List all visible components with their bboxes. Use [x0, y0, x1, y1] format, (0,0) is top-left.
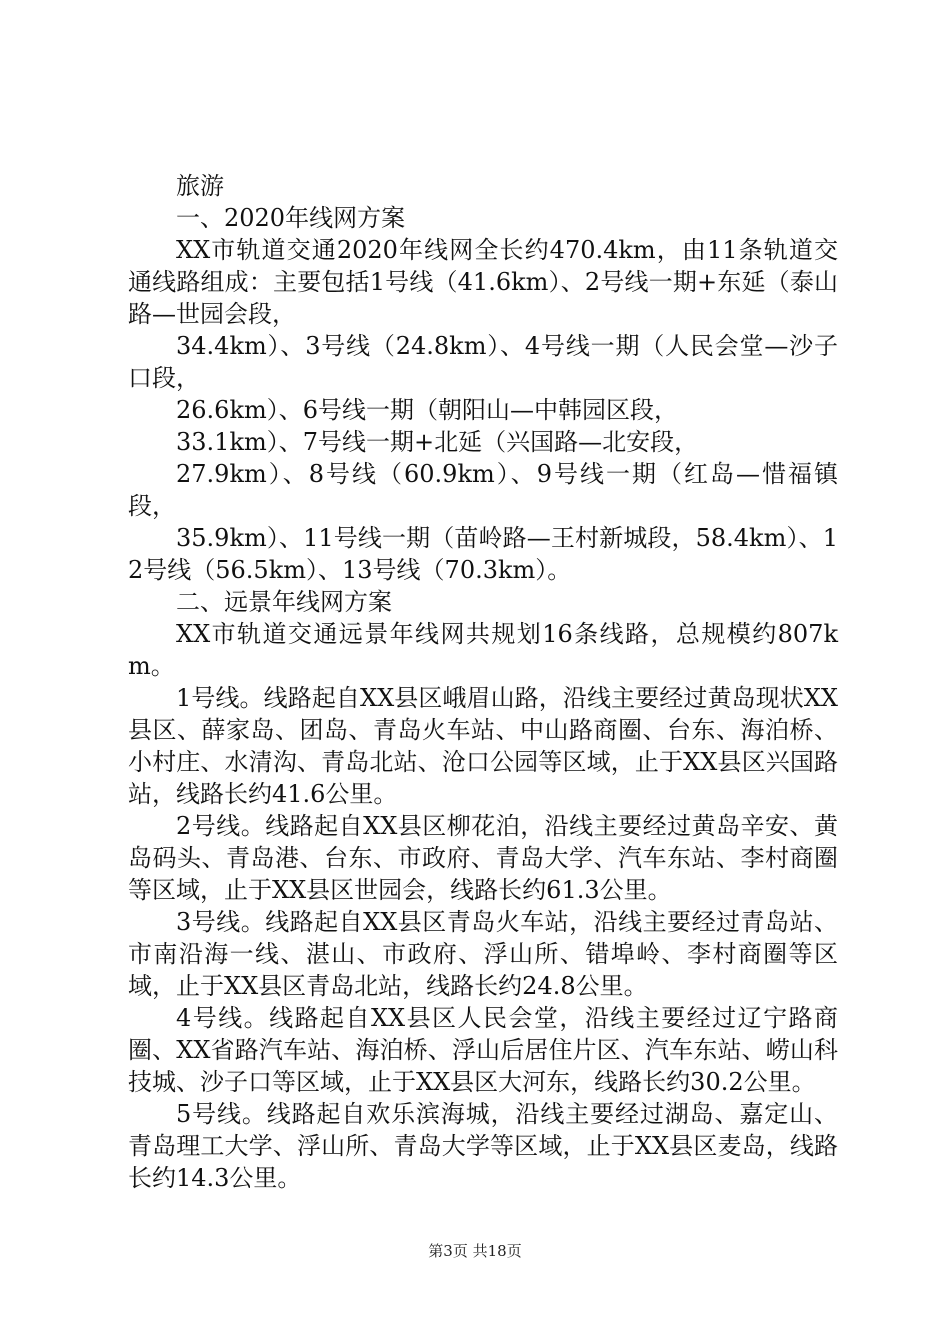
- paragraph-line-3-4: 34.4km）、3号线（24.8km）、4号线一期（人民会堂—沙子口段，: [128, 332, 838, 392]
- paragraph-tourism: 旅游: [176, 172, 224, 200]
- paragraph-line-3: 3号线。线路起自XX县区青岛火车站，沿线主要经过青岛站、市南沿海一线、湛山、市政府、浮山所、错埠岭、李村商圈等区域，止于XX县区青岛北站，线路长约24.8公里。: [128, 908, 838, 1000]
- heading-long-term-plan: 二、远景年线网方案: [176, 588, 392, 616]
- paragraph-long-term-overview: XX市轨道交通远景年线网共规划16条线路，总规模约807km。: [128, 620, 838, 680]
- paragraph-line-7: 33.1km）、7号线一期+北延（兴国路—北安段，: [176, 428, 699, 456]
- document-body: [128, 170, 838, 1194]
- page-footer: 第3页 共18页: [428, 1242, 522, 1260]
- paragraph-2020-overview: XX市轨道交通2020年线网全长约470.4km，由11条轨道交通线路组成：主要包括1号线（41.6km）、2号线一期+东延（泰山路—世园会段，: [128, 236, 838, 328]
- heading-2020-plan: 一、2020年线网方案: [176, 204, 406, 232]
- paragraph-line-4: 4号线。线路起自XX县区人民会堂，沿线主要经过辽宁路商圈、XX省路汽车站、海泊桥、浮山后居住片区、汽车东站、崂山科技城、沙子口等区域，止于XX县区大河东，线路长约30.2公里。: [128, 1004, 838, 1096]
- paragraph-line-1: 1号线。线路起自XX县区峨眉山路，沿线主要经过黄岛现状XX县区、薛家岛、团岛、青岛火车站、中山路商圈、台东、海泊桥、小村庄、水清沟、青岛北站、沧口公园等区域，止于XX县区兴国路站，线路长约41.6公里。: [128, 684, 838, 808]
- paragraph-line-5: 5号线。线路起自欢乐滨海城，沿线主要经过湖岛、嘉定山、青岛理工大学、浮山所、青岛大学等区域，止于XX县区麦岛，线路长约14.3公里。: [128, 1100, 838, 1192]
- paragraph-line-8-9: 27.9km）、8号线（60.9km）、9号线一期（红岛—惜福镇段，: [128, 460, 838, 520]
- paragraph-line-11-13: 35.9km）、11号线一期（苗岭路—王村新城段，58.4km）、12号线（56.5km）、13号线（70.3km）。: [128, 524, 838, 584]
- paragraph-line-6: 26.6km）、6号线一期（朝阳山—中韩园区段，: [176, 396, 679, 424]
- paragraph-line-2: 2号线。线路起自XX县区柳花泊，沿线主要经过黄岛辛安、黄岛码头、青岛港、台东、市政府、青岛大学、汽车东站、李村商圈等区域，止于XX县区世园会，线路长约61.3公里。: [128, 812, 838, 904]
